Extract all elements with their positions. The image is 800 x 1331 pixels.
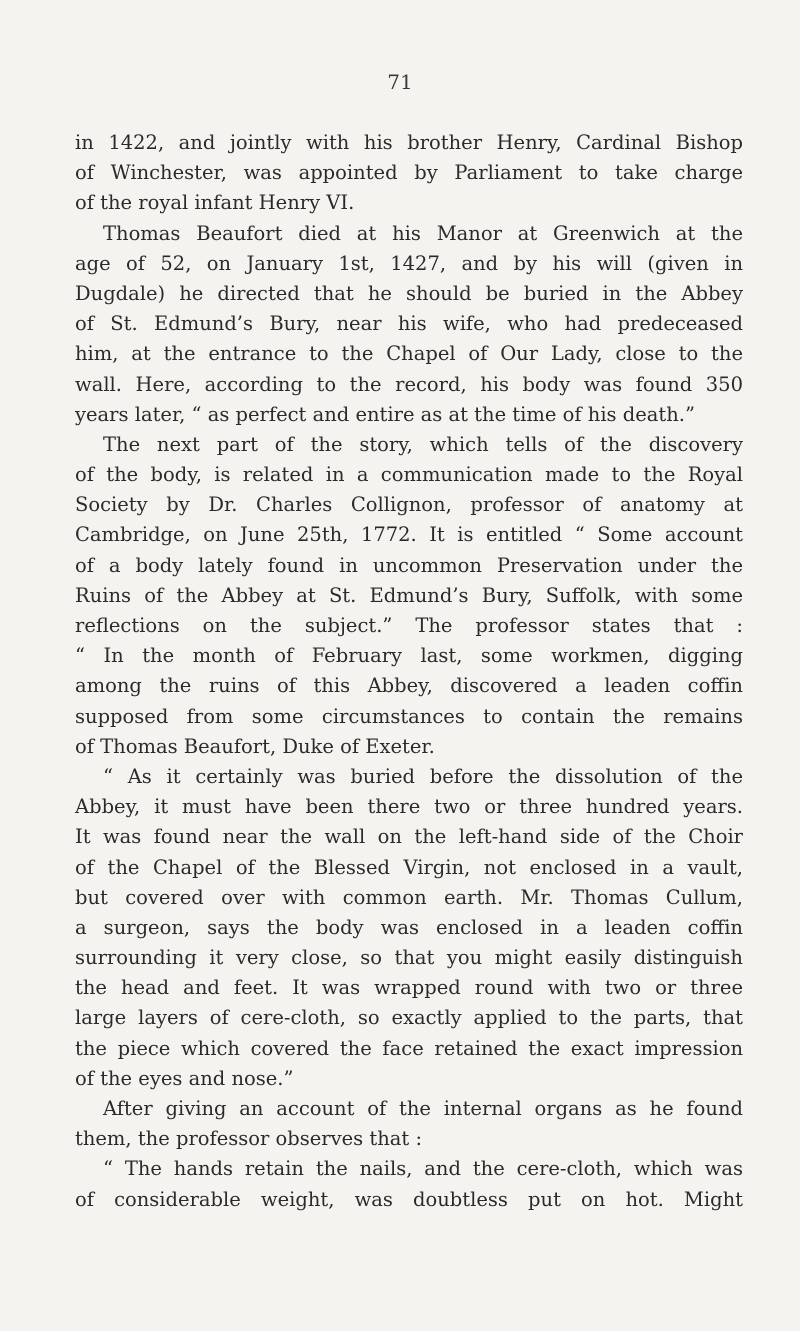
text-line: large layers of cere-cloth, so exactly applied to the parts, that (75, 1006, 743, 1030)
text-line: “ The hands retain the nails, and the cere-cloth, which was (103, 1157, 743, 1181)
text-line: of the eyes and nose.” (75, 1066, 294, 1090)
text-line: of the Chapel of the Blessed Virgin, not enclosed in a vault, (75, 855, 743, 879)
text-line: in 1422, and jointly with his brother Henry, Cardinal Bishop (75, 131, 743, 154)
page-number: 71 (387, 70, 413, 94)
text-line: of Thomas Beaufort, Duke of Exeter. (75, 734, 435, 758)
text-line: years later, “ as perfect and entire as at the time of his death.” (75, 402, 695, 426)
text-line: of considerable weight, was doubtless put on hot. Might (75, 1187, 743, 1211)
text-line: wall. Here, according to the record, his body was found 350 (75, 372, 743, 396)
text-line: It was found near the wall on the left-hand side of the Choir (75, 825, 743, 849)
text-line: After giving an account of the internal organs as he found (103, 1097, 743, 1120)
text-line: the piece which covered the face retained the exact impression (75, 1036, 743, 1060)
text-line: of the body, is related in a communication made to the Royal (75, 463, 743, 487)
text-line: Society by Dr. Charles Collignon, professor of anatomy at (75, 493, 743, 517)
text-line: The next part of the story, which tells of the discovery (103, 432, 743, 456)
text-line: of a body lately found in uncommon Preservation under the (75, 553, 743, 577)
text-line: of Winchester, was appointed by Parliament to take charge (75, 161, 743, 185)
text-line: “ In the month of February last, some workmen, digging (75, 644, 743, 668)
text-line: “ As it certainly was buried before the dissolution of the (103, 764, 743, 788)
text-line: of the royal infant Henry VI. (75, 191, 355, 215)
text-line: Cambridge, on June 25th, 1772. It is entitled “ Some account (75, 523, 743, 547)
text-line: of St. Edmund’s Bury, near his wife, who had predeceased (75, 312, 743, 336)
text-line: Abbey, it must have been there two or three hundred years. (75, 795, 743, 819)
text-line: among the ruins of this Abbey, discovered a leaden coffin (75, 674, 743, 698)
text-line: supposed from some circumstances to contain the remains (75, 704, 743, 728)
text-line: the head and feet. It was wrapped round with two or three (75, 976, 743, 1000)
text-line: age of 52, on January 1st, 1427, and by his will (given in (75, 251, 743, 275)
text-line: Dugdale) he directed that he should be buried in the Abbey (75, 281, 743, 305)
text-line: him, at the entrance to the Chapel of Our Lady, close to the (75, 342, 743, 366)
text-line: Ruins of the Abbey at St. Edmund’s Bury, Suffolk, with some (75, 583, 743, 607)
text-line: but covered over with common earth. Mr. Thomas Cullum, (75, 885, 743, 909)
text-line: surrounding it very close, so that you might easily distinguish (75, 946, 743, 970)
body-text (75, 128, 743, 1215)
text-line: a surgeon, says the body was enclosed in a leaden coffin (75, 915, 743, 939)
text-line: them, the professor observes that : (75, 1127, 423, 1151)
text-line: reflections on the subject.” The professor states that : (75, 614, 743, 637)
text-line: Thomas Beaufort died at his Manor at Greenwich at the (103, 221, 743, 245)
